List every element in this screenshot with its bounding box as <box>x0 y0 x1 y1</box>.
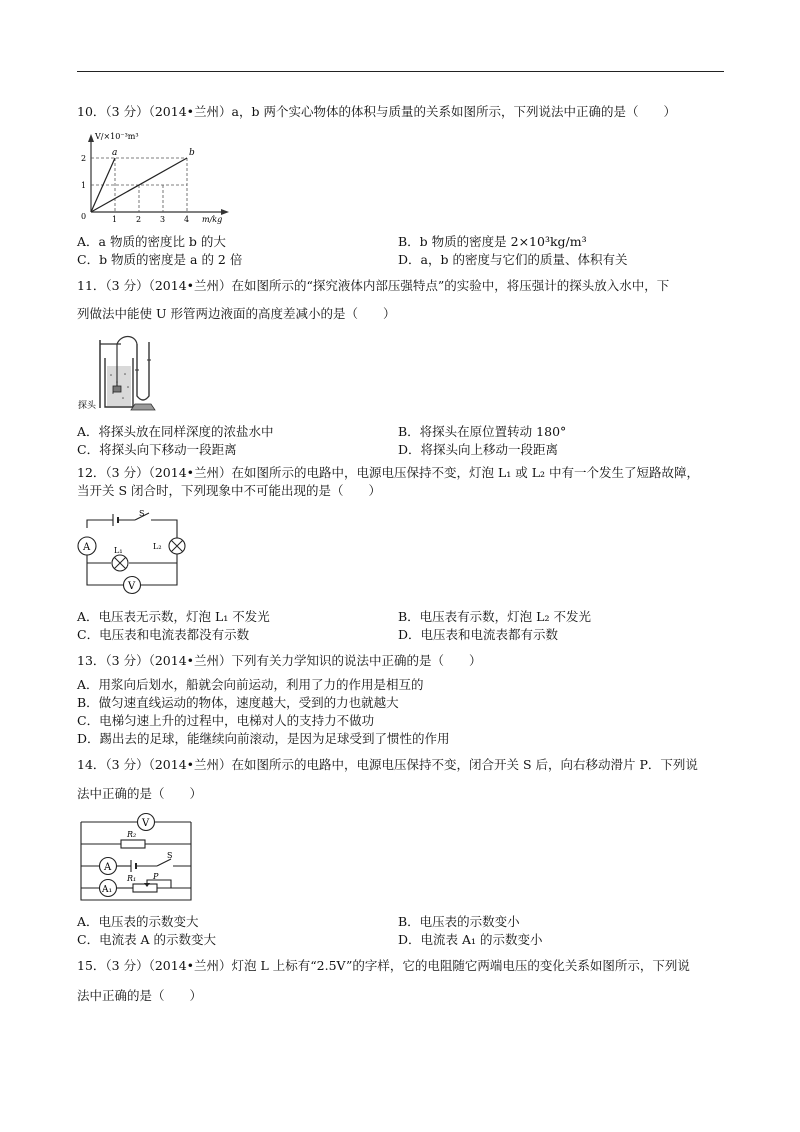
ammeter-label: A <box>83 542 91 553</box>
lamp-l1-label: L₁ <box>114 546 123 555</box>
voltmeter-label: V <box>142 818 150 829</box>
q15-stem-line1: 15．（3 分）（2014•兰州）灯泡 L 上标有“2.5V”的字样，它的电阻随它两端电压的变化关系如图所示，下列说 <box>77 958 690 973</box>
q13-option-d: D．踢出去的足球，能继续向前滚动，是因为足球受到了惯性的作用 <box>77 731 450 746</box>
resistor-r2 <box>121 840 145 848</box>
q12-option-d: D．电压表和电流表都有示数 <box>398 627 559 642</box>
q10-option-a: A．a 物质的密度比 b 的大 <box>77 234 226 249</box>
resistor-r2-label: R₂ <box>127 830 137 839</box>
u-tube-base <box>131 404 155 410</box>
q13-stem: 13．（3 分）（2014•兰州）下列有关力学知识的说法中正确的是（ ） <box>77 653 482 668</box>
x-tick-2: 2 <box>136 215 142 224</box>
q11-option-a: A．将探头放在同样深度的浓盐水中 <box>77 424 274 439</box>
q12-option-b: B．电压表有示数，灯泡 L₂ 不发光 <box>398 609 591 624</box>
q12-option-a: A．电压表无示数，灯泡 L₁ 不发光 <box>77 609 270 624</box>
y-axis-label: V/×10⁻³m³ <box>95 132 139 141</box>
lamp-l2-label: L₂ <box>153 542 162 551</box>
q13-option-a: A．用浆向后划水，船就会向前运动，利用了力的作用是相互的 <box>77 677 424 692</box>
q11-stem-line2: 列做法中能使 U 形管两边液面的高度差减小的是（ ） <box>77 306 396 321</box>
x-axis-label: m/kg <box>202 215 223 224</box>
q11-pressure-gauge-figure <box>77 330 177 415</box>
q11-option-b: B．将探头在原位置转动 180° <box>398 424 567 439</box>
x-tick-4: 4 <box>184 215 190 224</box>
voltmeter-label: V <box>128 581 136 592</box>
switch-label: S <box>139 509 145 518</box>
q10-graph <box>75 128 255 226</box>
x-tick-3: 3 <box>160 215 166 224</box>
y-tick-2: 2 <box>81 154 87 163</box>
resistor-r1-label: R₁ <box>127 874 137 883</box>
u-tube <box>137 342 149 400</box>
switch-label: S <box>167 851 173 860</box>
slider-p-label: P <box>153 872 159 881</box>
probe-label: 探头 <box>78 401 97 411</box>
series-a-label: a <box>112 148 118 158</box>
y-tick-1: 1 <box>81 181 87 190</box>
origin-label: 0 <box>81 212 87 221</box>
x-tick-1: 1 <box>112 215 118 224</box>
q13-option-c: C．电梯匀速上升的过程中，电梯对人的支持力不做功 <box>77 713 375 728</box>
q10-stem: 10．（3 分）（2014•兰州）a，b 两个实心物体的体积与质量的关系如图所示，下列说法中正确的是（ ） <box>77 104 676 119</box>
q13-option-b: B．做匀速直线运动的物体，速度越大，受到的力也就越大 <box>77 695 399 710</box>
q14-circuit-diagram <box>75 812 200 904</box>
q10-option-d: D．a，b 的密度与它们的质量、体积有关 <box>398 252 628 267</box>
q12-stem-line2: 当开关 S 闭合时，下列现象中不可能出现的是（ ） <box>77 483 382 498</box>
q11-option-d: D．将探头向上移动一段距离 <box>398 442 559 457</box>
q10-option-c: C．b 物质的密度是 a 的 2 倍 <box>77 252 243 267</box>
q12-stem-line1: 12．（3 分）（2014•兰州）在如图所示的电路中，电源电压保持不变，灯泡 L₁ 或 L₂ 中有一个发生了短路故障， <box>77 465 700 480</box>
q14-option-d: D．电流表 A₁ 的示数变小 <box>398 932 543 947</box>
q10-option-b: B．b 物质的密度是 2×10³kg/m³ <box>398 234 587 249</box>
probe <box>113 386 121 392</box>
ammeter-a1-label: A₁ <box>102 885 113 895</box>
q11-stem-line1: 11．（3 分）（2014•兰州）在如图所示的“探究液体内部压强特点”的实验中，将压强计的探头放入水中，下 <box>77 278 670 293</box>
q11-option-c: C．将探头向下移动一段距离 <box>77 442 237 457</box>
q14-option-c: C．电流表 A 的示数变大 <box>77 932 217 947</box>
y-axis-arrow <box>88 134 94 142</box>
q15-stem-line2: 法中正确的是（ ） <box>77 988 203 1003</box>
q14-option-b: B．电压表的示数变小 <box>398 914 520 929</box>
header-rule <box>77 71 724 72</box>
q12-option-c: C．电压表和电流表都没有示数 <box>77 627 250 642</box>
q14-option-a: A．电压表的示数变大 <box>77 914 199 929</box>
q12-circuit-diagram <box>75 508 193 600</box>
q14-stem-line2: 法中正确的是（ ） <box>77 786 203 801</box>
resistor-r1 <box>133 884 157 892</box>
ammeter-a-label: A <box>104 862 112 873</box>
q14-stem-line1: 14．（3 分）（2014•兰州）在如图所示的电路中，电源电压保持不变，闭合开关 S 后，向右移动滑片 P．下列说 <box>77 757 698 772</box>
series-b-label: b <box>189 148 195 158</box>
